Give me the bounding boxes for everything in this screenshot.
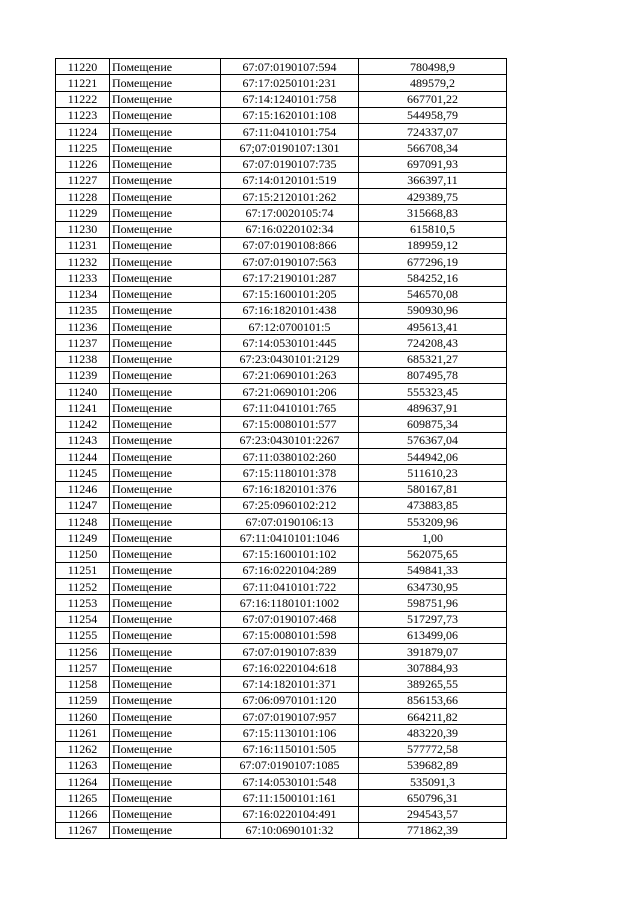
- cadastral-number-cell: 67:21:0690101:263: [221, 367, 359, 383]
- cadastral-value-cell: 590930,96: [359, 302, 507, 318]
- object-type-cell: Помещение: [110, 449, 221, 465]
- row-number-cell: 11243: [56, 432, 110, 448]
- table-row: [56, 189, 507, 205]
- row-number-cell: 11244: [56, 449, 110, 465]
- row-number-cell: 11227: [56, 172, 110, 188]
- row-number-cell: 11245: [56, 465, 110, 481]
- object-type-cell: Помещение: [110, 221, 221, 237]
- table-row: [56, 172, 507, 188]
- table-row: [56, 692, 507, 708]
- row-number-cell: 11261: [56, 725, 110, 741]
- table-row: [56, 270, 507, 286]
- row-number-cell: 11222: [56, 91, 110, 107]
- cadastral-value-cell: 664211,82: [359, 709, 507, 725]
- row-number-cell: 11264: [56, 774, 110, 790]
- object-type-cell: Помещение: [110, 806, 221, 822]
- row-number-cell: 11256: [56, 644, 110, 660]
- cadastral-number-cell: 67:15:2120101:262: [221, 189, 359, 205]
- cadastral-number-cell: 67:07:0190106:13: [221, 514, 359, 530]
- cadastral-number-cell: 67:07:0190108:866: [221, 237, 359, 253]
- row-number-cell: 11229: [56, 205, 110, 221]
- row-number-cell: 11248: [56, 514, 110, 530]
- cadastral-number-cell: 67:07:0190107:563: [221, 254, 359, 270]
- object-type-cell: Помещение: [110, 774, 221, 790]
- row-number-cell: 11266: [56, 806, 110, 822]
- cadastral-value-cell: 517297,73: [359, 611, 507, 627]
- cadastral-value-cell: 697091,93: [359, 156, 507, 172]
- table-row: [56, 676, 507, 692]
- cadastral-number-cell: 67:25:0960102:212: [221, 497, 359, 513]
- cadastral-value-cell: 546570,08: [359, 286, 507, 302]
- object-type-cell: Помещение: [110, 416, 221, 432]
- row-number-cell: 11246: [56, 481, 110, 497]
- row-number-cell: 11224: [56, 124, 110, 140]
- row-number-cell: 11242: [56, 416, 110, 432]
- object-type-cell: Помещение: [110, 432, 221, 448]
- table-row: [56, 75, 507, 91]
- cadastral-number-cell: 67:16:1820101:438: [221, 302, 359, 318]
- cadastral-number-cell: 67:12:0700101:5: [221, 319, 359, 335]
- cadastral-value-cell: 807495,78: [359, 367, 507, 383]
- object-type-cell: Помещение: [110, 367, 221, 383]
- object-type-cell: Помещение: [110, 595, 221, 611]
- cadastral-number-cell: 67:07:0190107:1085: [221, 757, 359, 773]
- object-type-cell: Помещение: [110, 660, 221, 676]
- table-row: [56, 205, 507, 221]
- cadastral-value-cell: 609875,34: [359, 416, 507, 432]
- cadastral-value-cell: 535091,3: [359, 774, 507, 790]
- cadastral-value-cell: 650796,31: [359, 790, 507, 806]
- object-type-cell: Помещение: [110, 822, 221, 838]
- row-number-cell: 11258: [56, 676, 110, 692]
- table-row: [56, 319, 507, 335]
- object-type-cell: Помещение: [110, 514, 221, 530]
- cadastral-number-cell: 67:16:1180101:1002: [221, 595, 359, 611]
- cadastral-value-cell: 189959,12: [359, 237, 507, 253]
- cadastral-number-cell: 67:15:1620101:108: [221, 107, 359, 123]
- cadastral-value-cell: 389265,55: [359, 676, 507, 692]
- row-number-cell: 11230: [56, 221, 110, 237]
- row-number-cell: 11220: [56, 59, 110, 75]
- cadastral-number-cell: 67:11:0410101:722: [221, 579, 359, 595]
- cadastral-number-cell: 67:07:0190107:735: [221, 156, 359, 172]
- object-type-cell: Помещение: [110, 757, 221, 773]
- object-type-cell: Помещение: [110, 709, 221, 725]
- table-row: [56, 59, 507, 75]
- cadastral-value-cell: 677296,19: [359, 254, 507, 270]
- cadastral-value-cell: 294543,57: [359, 806, 507, 822]
- object-type-cell: Помещение: [110, 335, 221, 351]
- cadastral-number-cell: 67:11:1500101:161: [221, 790, 359, 806]
- cadastral-value-cell: 555323,45: [359, 384, 507, 400]
- cadastral-number-cell: 67:14:0530101:445: [221, 335, 359, 351]
- cadastral-number-cell: 67:15:1600101:102: [221, 546, 359, 562]
- row-number-cell: 11267: [56, 822, 110, 838]
- table-row: [56, 644, 507, 660]
- table-row: [56, 790, 507, 806]
- cadastral-value-cell: 634730,95: [359, 579, 507, 595]
- table-row: [56, 124, 507, 140]
- row-number-cell: 11247: [56, 497, 110, 513]
- cadastral-value-cell: 685321,27: [359, 351, 507, 367]
- row-number-cell: 11231: [56, 237, 110, 253]
- cadastral-value-cell: 549841,33: [359, 562, 507, 578]
- table-row: [56, 530, 507, 546]
- object-type-cell: Помещение: [110, 644, 221, 660]
- table-row: [56, 449, 507, 465]
- row-number-cell: 11259: [56, 692, 110, 708]
- property-table-body: [56, 59, 507, 839]
- cadastral-value-cell: 724337,07: [359, 124, 507, 140]
- table-row: [56, 546, 507, 562]
- row-number-cell: 11233: [56, 270, 110, 286]
- table-row: [56, 611, 507, 627]
- row-number-cell: 11250: [56, 546, 110, 562]
- table-row: [56, 627, 507, 643]
- table-row: [56, 465, 507, 481]
- table-row: [56, 140, 507, 156]
- row-number-cell: 11252: [56, 579, 110, 595]
- object-type-cell: Помещение: [110, 741, 221, 757]
- cadastral-value-cell: 315668,83: [359, 205, 507, 221]
- cadastral-number-cell: 67:16:1820101:376: [221, 481, 359, 497]
- cadastral-value-cell: 553209,96: [359, 514, 507, 530]
- cadastral-number-cell: 67:15:0080101:577: [221, 416, 359, 432]
- cadastral-value-cell: 771862,39: [359, 822, 507, 838]
- row-number-cell: 11260: [56, 709, 110, 725]
- row-number-cell: 11221: [56, 75, 110, 91]
- object-type-cell: Помещение: [110, 59, 221, 75]
- cadastral-number-cell: 67:14:1820101:371: [221, 676, 359, 692]
- table-row: [56, 302, 507, 318]
- object-type-cell: Помещение: [110, 530, 221, 546]
- table-row: [56, 562, 507, 578]
- table-row: [56, 660, 507, 676]
- object-type-cell: Помещение: [110, 237, 221, 253]
- object-type-cell: Помещение: [110, 627, 221, 643]
- row-number-cell: 11249: [56, 530, 110, 546]
- cadastral-number-cell: 67:15:0080101:598: [221, 627, 359, 643]
- cadastral-number-cell: 67:15:1180101:378: [221, 465, 359, 481]
- row-number-cell: 11262: [56, 741, 110, 757]
- table-row: [56, 286, 507, 302]
- cadastral-value-cell: 580167,81: [359, 481, 507, 497]
- table-row: [56, 367, 507, 383]
- table-row: [56, 416, 507, 432]
- object-type-cell: Помещение: [110, 790, 221, 806]
- table-row: [56, 514, 507, 530]
- object-type-cell: Помещение: [110, 172, 221, 188]
- object-type-cell: Помещение: [110, 611, 221, 627]
- cadastral-number-cell: 67:11:0410101:765: [221, 400, 359, 416]
- object-type-cell: Помещение: [110, 91, 221, 107]
- cadastral-value-cell: 539682,89: [359, 757, 507, 773]
- table-row: [56, 335, 507, 351]
- table-row: [56, 432, 507, 448]
- cadastral-number-cell: 67:17:0020105:74: [221, 205, 359, 221]
- cadastral-number-cell: 67:15:1600101:205: [221, 286, 359, 302]
- table-row: [56, 254, 507, 270]
- row-number-cell: 11251: [56, 562, 110, 578]
- cadastral-number-cell: 67;07:0190107:1301: [221, 140, 359, 156]
- cadastral-value-cell: 667701,22: [359, 91, 507, 107]
- cadastral-value-cell: 489579,2: [359, 75, 507, 91]
- cadastral-value-cell: 562075,65: [359, 546, 507, 562]
- object-type-cell: Помещение: [110, 302, 221, 318]
- cadastral-number-cell: 67:16:0220104:289: [221, 562, 359, 578]
- object-type-cell: Помещение: [110, 400, 221, 416]
- row-number-cell: 11240: [56, 384, 110, 400]
- cadastral-value-cell: 483220,39: [359, 725, 507, 741]
- table-row: [56, 91, 507, 107]
- cadastral-value-cell: 1,00: [359, 530, 507, 546]
- cadastral-number-cell: 67:11:0410101:754: [221, 124, 359, 140]
- cadastral-number-cell: 67:16:0220102:34: [221, 221, 359, 237]
- object-type-cell: Помещение: [110, 579, 221, 595]
- cadastral-value-cell: 511610,23: [359, 465, 507, 481]
- row-number-cell: 11237: [56, 335, 110, 351]
- cadastral-value-cell: 598751,96: [359, 595, 507, 611]
- cadastral-value-cell: 544942,06: [359, 449, 507, 465]
- object-type-cell: Помещение: [110, 465, 221, 481]
- object-type-cell: Помещение: [110, 270, 221, 286]
- object-type-cell: Помещение: [110, 107, 221, 123]
- cadastral-number-cell: 67:07:0190107:594: [221, 59, 359, 75]
- object-type-cell: Помещение: [110, 725, 221, 741]
- object-type-cell: Помещение: [110, 75, 221, 91]
- row-number-cell: 11263: [56, 757, 110, 773]
- cadastral-number-cell: 67:14:0530101:548: [221, 774, 359, 790]
- object-type-cell: Помещение: [110, 481, 221, 497]
- table-row: [56, 806, 507, 822]
- table-row: [56, 725, 507, 741]
- object-type-cell: Помещение: [110, 676, 221, 692]
- cadastral-value-cell: 495613,41: [359, 319, 507, 335]
- object-type-cell: Помещение: [110, 692, 221, 708]
- cadastral-number-cell: 67:17:2190101:287: [221, 270, 359, 286]
- object-type-cell: Помещение: [110, 140, 221, 156]
- cadastral-value-cell: 584252,16: [359, 270, 507, 286]
- object-type-cell: Помещение: [110, 562, 221, 578]
- cadastral-number-cell: 67:07:0190107:468: [221, 611, 359, 627]
- cadastral-number-cell: 67:11:0380102:260: [221, 449, 359, 465]
- table-row: [56, 497, 507, 513]
- table-row: [56, 400, 507, 416]
- object-type-cell: Помещение: [110, 156, 221, 172]
- cadastral-number-cell: 67:10:0690101:32: [221, 822, 359, 838]
- table-row: [56, 156, 507, 172]
- row-number-cell: 11238: [56, 351, 110, 367]
- cadastral-value-cell: 366397,11: [359, 172, 507, 188]
- cadastral-number-cell: 67:16:0220104:491: [221, 806, 359, 822]
- row-number-cell: 11235: [56, 302, 110, 318]
- table-row: [56, 351, 507, 367]
- table-row: [56, 579, 507, 595]
- cadastral-number-cell: 67:14:1240101:758: [221, 91, 359, 107]
- cadastral-number-cell: 67:06:0970101:120: [221, 692, 359, 708]
- cadastral-number-cell: 67:21:0690101:206: [221, 384, 359, 400]
- cadastral-number-cell: 67:11:0410101:1046: [221, 530, 359, 546]
- row-number-cell: 11257: [56, 660, 110, 676]
- table-row: [56, 595, 507, 611]
- row-number-cell: 11236: [56, 319, 110, 335]
- row-number-cell: 11225: [56, 140, 110, 156]
- row-number-cell: 11228: [56, 189, 110, 205]
- cadastral-number-cell: 67:23:0430101:2267: [221, 432, 359, 448]
- object-type-cell: Помещение: [110, 205, 221, 221]
- row-number-cell: 11234: [56, 286, 110, 302]
- cadastral-value-cell: 429389,75: [359, 189, 507, 205]
- cadastral-value-cell: 780498,9: [359, 59, 507, 75]
- cadastral-number-cell: 67:07:0190107:957: [221, 709, 359, 725]
- row-number-cell: 11239: [56, 367, 110, 383]
- row-number-cell: 11226: [56, 156, 110, 172]
- cadastral-number-cell: 67:07:0190107:839: [221, 644, 359, 660]
- cadastral-value-cell: 566708,34: [359, 140, 507, 156]
- table-row: [56, 481, 507, 497]
- object-type-cell: Помещение: [110, 254, 221, 270]
- cadastral-number-cell: 67:15:1130101:106: [221, 725, 359, 741]
- cadastral-value-cell: 391879,07: [359, 644, 507, 660]
- row-number-cell: 11254: [56, 611, 110, 627]
- table-row: [56, 237, 507, 253]
- object-type-cell: Помещение: [110, 124, 221, 140]
- table-row: [56, 384, 507, 400]
- cadastral-value-cell: 576367,04: [359, 432, 507, 448]
- row-number-cell: 11232: [56, 254, 110, 270]
- cadastral-value-cell: 615810,5: [359, 221, 507, 237]
- object-type-cell: Помещение: [110, 286, 221, 302]
- cadastral-number-cell: 67:23:0430101:2129: [221, 351, 359, 367]
- cadastral-value-cell: 577772,58: [359, 741, 507, 757]
- table-row: [56, 741, 507, 757]
- cadastral-value-cell: 307884,93: [359, 660, 507, 676]
- table-row: [56, 107, 507, 123]
- cadastral-number-cell: 67:16:0220104:618: [221, 660, 359, 676]
- row-number-cell: 11241: [56, 400, 110, 416]
- row-number-cell: 11255: [56, 627, 110, 643]
- table-row: [56, 757, 507, 773]
- table-row: [56, 822, 507, 838]
- table-row: [56, 221, 507, 237]
- property-table: [55, 58, 507, 839]
- cadastral-number-cell: 67:14:0120101:519: [221, 172, 359, 188]
- object-type-cell: Помещение: [110, 319, 221, 335]
- row-number-cell: 11253: [56, 595, 110, 611]
- object-type-cell: Помещение: [110, 384, 221, 400]
- cadastral-value-cell: 489637,91: [359, 400, 507, 416]
- table-row: [56, 774, 507, 790]
- object-type-cell: Помещение: [110, 497, 221, 513]
- table-row: [56, 709, 507, 725]
- cadastral-value-cell: 544958,79: [359, 107, 507, 123]
- object-type-cell: Помещение: [110, 351, 221, 367]
- cadastral-value-cell: 856153,66: [359, 692, 507, 708]
- cadastral-value-cell: 473883,85: [359, 497, 507, 513]
- row-number-cell: 11265: [56, 790, 110, 806]
- cadastral-value-cell: 724208,43: [359, 335, 507, 351]
- cadastral-number-cell: 67:16:1150101:505: [221, 741, 359, 757]
- object-type-cell: Помещение: [110, 189, 221, 205]
- cadastral-number-cell: 67:17:0250101:231: [221, 75, 359, 91]
- cadastral-value-cell: 613499,06: [359, 627, 507, 643]
- object-type-cell: Помещение: [110, 546, 221, 562]
- row-number-cell: 11223: [56, 107, 110, 123]
